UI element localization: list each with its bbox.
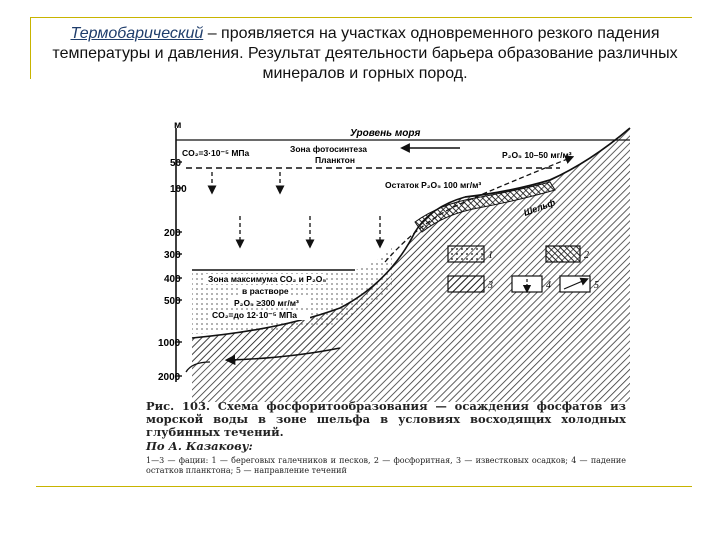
legend-number: 5 [594, 280, 599, 291]
max-zone-line: CO₂=до 12·10⁻⁵ МПа [212, 310, 297, 320]
max-zone-line: P₂O₅ ≥300 мг/м³ [234, 298, 299, 308]
legend-number: 3 [488, 280, 493, 291]
frame-top-line [30, 17, 692, 18]
figure-caption [146, 400, 626, 476]
depth-tick: 500 [164, 296, 181, 307]
caption-legend: 1—3 — фации: 1 — береговых галечников и песков, 2 — фосфоритная, 3 — известковых осадков; 4 — падение остатков планктона; 5 — направление течений [146, 456, 626, 475]
sea-level-label: Уровень моря [350, 128, 421, 139]
depth-tick: 400 [164, 274, 181, 285]
legend-number: 1 [488, 250, 493, 261]
caption-author: По А. Казакову: [146, 439, 253, 453]
depth-tick: 50 [170, 158, 182, 169]
slide-term: Термобарический [70, 25, 204, 42]
axis-unit: м [174, 120, 182, 131]
caption-main: Рис. 103. Схема фосфоритообразования — осаждения фосфатов из морской воды в зоне шельфа в условиях восходящих холодных глубинных течений. [146, 399, 626, 439]
residue-label: Остаток P₂O₅ 100 мг/м³ [385, 180, 482, 190]
max-zone-line: Зона максимума CO₂ и P₂O₅ [208, 274, 327, 284]
slide-text [40, 24, 690, 84]
co2-label: CO₂=3·10⁻⁵ МПа [182, 148, 250, 158]
frame-left-line [30, 17, 31, 79]
plankton-label: Планктон [315, 155, 356, 165]
depth-tick: 100 [170, 184, 187, 195]
max-zone-line: в растворе [242, 286, 289, 296]
shelf-label: Шельф [522, 197, 557, 218]
legend-number: 2 [584, 250, 589, 261]
depth-tick: 200 [164, 228, 181, 239]
photosynthesis-label: Зона фотосинтеза [290, 144, 367, 154]
depth-tick: 300 [164, 250, 181, 261]
depth-tick: 1000 [158, 338, 181, 349]
frame-bottom-line [36, 486, 692, 487]
slide-definition: – проявляется на участках одновременного резкого падения температуры и давления. Результат деятельности барьера образование различных минералов и горных пород. [52, 25, 678, 82]
depth-tick: 2000 [158, 372, 181, 383]
legend-number: 4 [546, 280, 551, 291]
p2o5-surface-label: P₂O₅ 10–50 мг/м³ [502, 150, 572, 160]
